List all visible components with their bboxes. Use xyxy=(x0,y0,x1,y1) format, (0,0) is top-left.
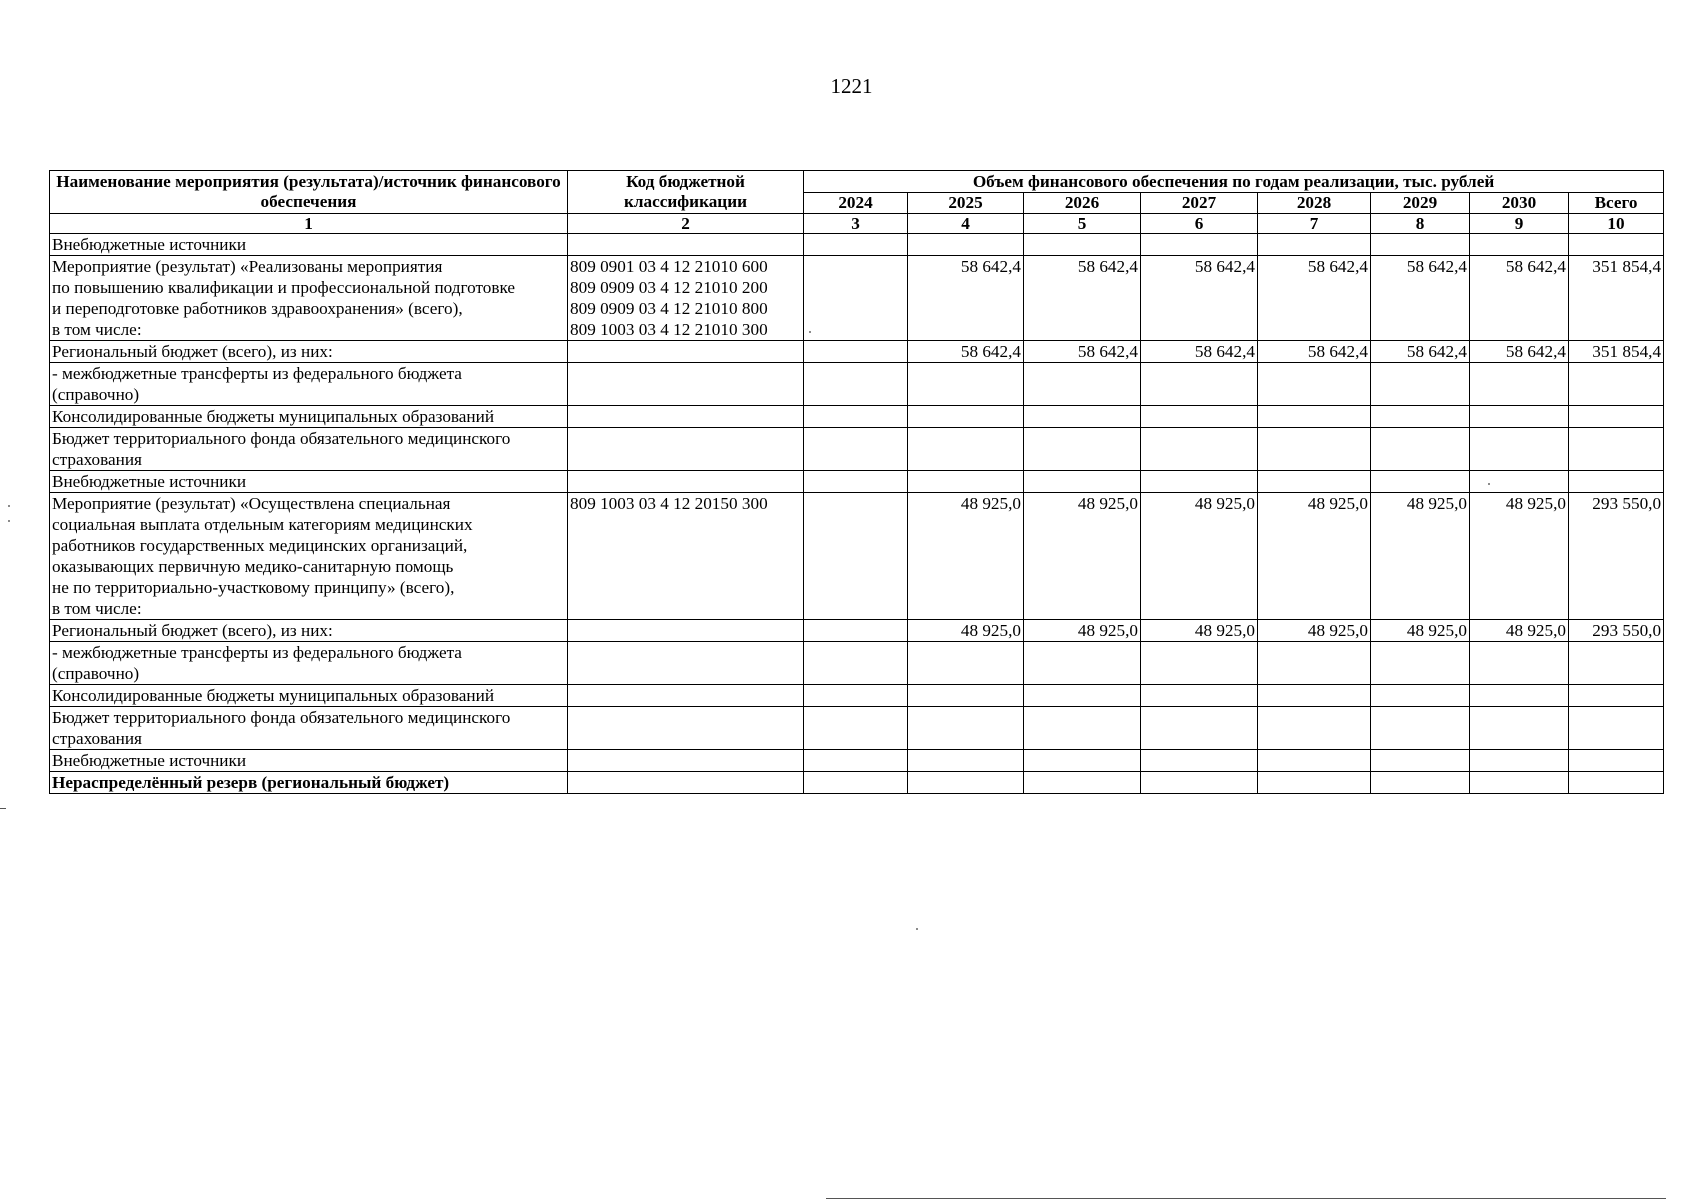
header-year: 2026 xyxy=(1024,193,1141,214)
header-year: 2024 xyxy=(804,193,908,214)
amount-cell xyxy=(804,493,908,620)
budget-code: 809 0901 03 4 12 21010 600 809 0909 03 4 12 21010 200 809 0909 03 4 12 21010 800 809 1003 03 4 12 21010 300 xyxy=(568,256,804,341)
total-cell: 293 550,0 xyxy=(1569,493,1664,620)
amount-cell: 58 642,4 xyxy=(1024,256,1141,341)
row-name: Региональный бюджет (всего), из них: xyxy=(50,620,568,642)
amount-cell: 48 925,0 xyxy=(1371,493,1470,620)
amount-cell: 58 642,4 xyxy=(1258,341,1371,363)
amount-cell: 58 642,4 xyxy=(1024,341,1141,363)
amount-cell: 48 925,0 xyxy=(1371,620,1470,642)
column-number: 4 xyxy=(908,214,1024,234)
table-row xyxy=(50,750,1664,772)
amount-cell: 48 925,0 xyxy=(1141,620,1258,642)
row-name: Бюджет территориального фонда обязательного медицинского страхования xyxy=(50,428,568,471)
table-row xyxy=(50,234,1664,256)
table-row xyxy=(50,707,1664,750)
column-number: 7 xyxy=(1258,214,1371,234)
amount-cell: 48 925,0 xyxy=(1470,493,1569,620)
amount-cell: 48 925,0 xyxy=(1141,493,1258,620)
row-name: Бюджет территориального фонда обязательного медицинского страхования xyxy=(50,707,568,750)
amount-cell: 48 925,0 xyxy=(908,493,1024,620)
row-name: Консолидированные бюджеты муниципальных образований xyxy=(50,685,568,707)
amount-cell: 58 642,4 xyxy=(1470,341,1569,363)
column-number: 1 xyxy=(50,214,568,234)
amount-cell: 58 642,4 xyxy=(908,256,1024,341)
header-year: 2027 xyxy=(1141,193,1258,214)
scan-line xyxy=(0,808,6,809)
header-year: 2025 xyxy=(908,193,1024,214)
row-name: Внебюджетные источники xyxy=(50,234,568,256)
header-year: 2028 xyxy=(1258,193,1371,214)
amount-cell xyxy=(804,341,908,363)
table-row xyxy=(50,685,1664,707)
table-row xyxy=(50,493,1664,620)
column-number: 5 xyxy=(1024,214,1141,234)
header-total: Всего xyxy=(1569,193,1664,214)
row-name: Консолидированные бюджеты муниципальных образований xyxy=(50,406,568,428)
amount-cell: 58 642,4 xyxy=(1371,256,1470,341)
column-number: 9 xyxy=(1470,214,1569,234)
table-row xyxy=(50,406,1664,428)
amount-cell: 58 642,4 xyxy=(1141,256,1258,341)
amount-cell: 48 925,0 xyxy=(1258,620,1371,642)
column-number: 2 xyxy=(568,214,804,234)
table-row xyxy=(50,256,1664,341)
amount-cell: 58 642,4 xyxy=(1470,256,1569,341)
total-cell: 351 854,4 xyxy=(1569,341,1664,363)
column-number: 10 xyxy=(1569,214,1664,234)
budget-code: 809 1003 03 4 12 20150 300 xyxy=(568,493,804,620)
amount-cell: 58 642,4 xyxy=(1258,256,1371,341)
financing-table xyxy=(49,170,1664,794)
row-name: Региональный бюджет (всего), из них: xyxy=(50,341,568,363)
amount-cell: 58 642,4 xyxy=(1371,341,1470,363)
table-row xyxy=(50,363,1664,406)
header-year: 2029 xyxy=(1371,193,1470,214)
table-row xyxy=(50,772,1664,794)
table-row xyxy=(50,642,1664,685)
scan-speck xyxy=(8,520,10,522)
amount-cell: 48 925,0 xyxy=(1258,493,1371,620)
scan-speck xyxy=(8,505,10,507)
header-name: Наименование мероприятия (результата)/источник финансового обеспечения xyxy=(50,171,568,214)
row-name: Внебюджетные источники xyxy=(50,471,568,493)
header-volume: Объем финансового обеспечения по годам реализации, тыс. рублей xyxy=(804,171,1664,193)
header-code: Код бюджетной классификации xyxy=(568,171,804,214)
table-row xyxy=(50,471,1664,493)
amount-cell: 48 925,0 xyxy=(1024,620,1141,642)
amount-cell: 48 925,0 xyxy=(908,620,1024,642)
amount-cell: 58 642,4 xyxy=(1141,341,1258,363)
scan-speck xyxy=(809,331,811,333)
table-row xyxy=(50,428,1664,471)
scan-line xyxy=(826,1198,1666,1199)
row-name: Мероприятие (результат) «Реализованы мероприятия по повышению квалификации и профессиональной подготовке и переподготовке работников здравоохранения» (всего), в том числе: xyxy=(50,256,568,341)
column-number: 6 xyxy=(1141,214,1258,234)
total-cell: 351 854,4 xyxy=(1569,256,1664,341)
table-row xyxy=(50,341,1664,363)
amount-cell: 48 925,0 xyxy=(1024,493,1141,620)
page-number: 1221 xyxy=(830,74,873,98)
header-year: 2030 xyxy=(1470,193,1569,214)
row-name: Внебюджетные источники xyxy=(50,750,568,772)
column-number: 3 xyxy=(804,214,908,234)
total-cell: 293 550,0 xyxy=(1569,620,1664,642)
amount-cell xyxy=(804,620,908,642)
amount-cell xyxy=(804,256,908,341)
column-number: 8 xyxy=(1371,214,1470,234)
table-row xyxy=(50,620,1664,642)
scan-speck xyxy=(1488,483,1490,485)
amount-cell: 48 925,0 xyxy=(1470,620,1569,642)
row-name: Нераспределённый резерв (региональный бюджет) xyxy=(50,772,568,794)
row-name: Мероприятие (результат) «Осуществлена специальная социальная выплата отдельным категориям медицинских работников государственных медицинских организаций, оказывающих первичную медико-санитарную помощь не по территориально-участковому принципу» (всего), в том числе: xyxy=(50,493,568,620)
amount-cell: 58 642,4 xyxy=(908,341,1024,363)
row-name: - межбюджетные трансферты из федерального бюджета (справочно) xyxy=(50,363,568,406)
scan-speck xyxy=(916,928,918,930)
row-name: - межбюджетные трансферты из федерального бюджета (справочно) xyxy=(50,642,568,685)
